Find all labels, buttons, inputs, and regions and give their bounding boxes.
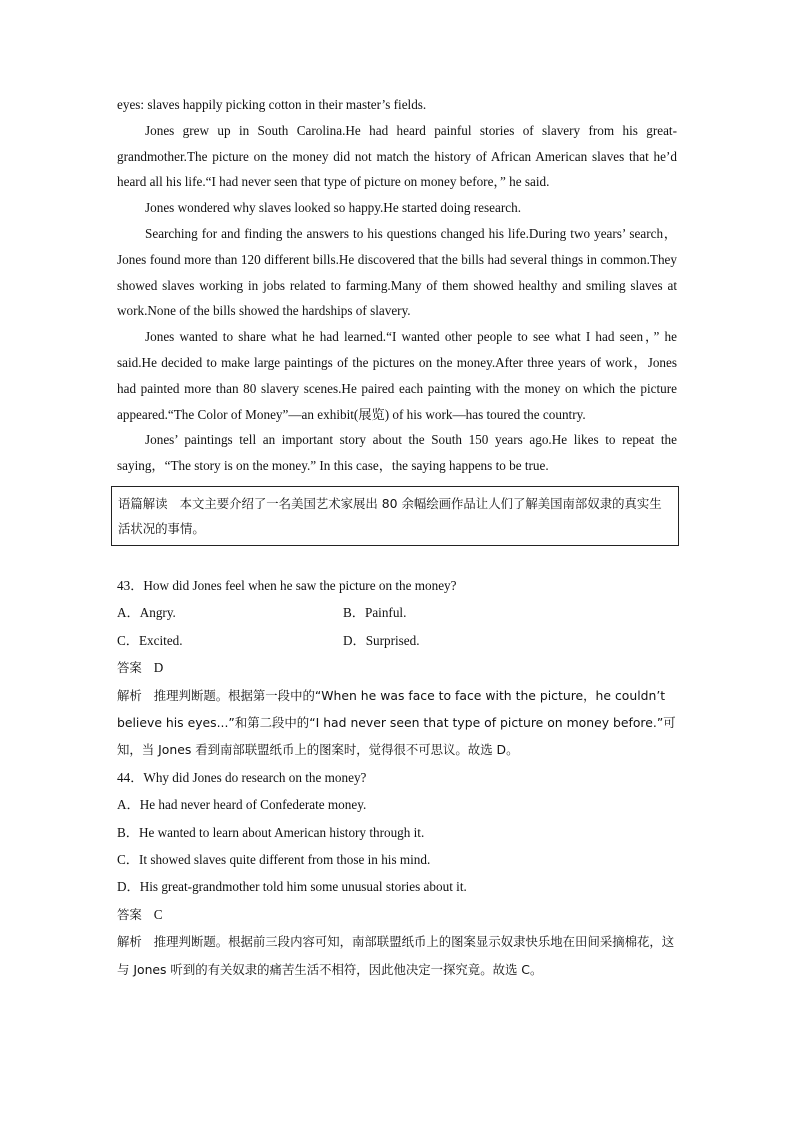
question-stem: 43．How did Jones feel when he saw the picture on the money?	[117, 577, 457, 593]
passage-paragraph: Jones wondered why slaves looked so happy.He started doing research.	[145, 200, 521, 216]
analysis-label: 解析	[117, 687, 142, 703]
summary-box	[111, 486, 679, 546]
option-c: C．Excited.	[117, 632, 183, 648]
questions	[117, 572, 677, 983]
summary-tag: 语篇解读	[118, 495, 168, 511]
answer-value: D	[153, 660, 164, 676]
option-row	[117, 627, 677, 654]
option-row	[117, 599, 677, 626]
passage-paragraph: Jones wanted to share what he had learned.“I wanted other people to see what I had seen，” he said.He decided to make large paintings of the pictures on the money.After three years of work，Jones had painted more than 80 slavery scenes.He paired each painting with the money on which the picture appeared.“The Color of Money”—an exhibit(展览) of his work—has toured the country.	[117, 329, 677, 422]
answer-label: 答案	[117, 660, 142, 676]
passage-paragraph: Jones grew up in South Carolina.He had heard painful stories of slavery from his great-grandmother.The picture on the money did not match the history of African American slaves that he’d heard all his life.“I had never seen that type of picture on money before，” he said.	[117, 122, 677, 190]
option-b: B．Painful.	[343, 605, 407, 621]
analysis-text: 推理判断题。根据前三段内容可知，南部联盟纸币上的图案显示奴隶快乐地在田间采摘棉花，这与 Jones 听到的有关奴隶的痛苦生活不相符，因此他决定一探究竟。故选 C。	[117, 934, 675, 977]
passage-paragraph: eyes: slaves happily picking cotton in their master’s fields.	[117, 97, 427, 112]
answer-line	[117, 654, 677, 681]
analysis-label: 解析	[117, 934, 142, 950]
analysis-line	[117, 928, 677, 983]
option-d: D．Surprised.	[343, 632, 420, 648]
passage-paragraph: Searching for and finding the answers to his questions changed his life.During two years’ search，Jones found more than 120 different bills.He discovered that the bills had several things in common.They showed slaves working in jobs related to farming.Many of them showed healthy and smiling slaves at work.None of the bills showed the hardships of slavery.	[117, 225, 677, 319]
summary-text: 本文主要介绍了一名美国艺术家展出 80 余幅绘画作品让人们了解美国南部奴隶的真实生活状况的事情。	[118, 495, 662, 536]
question-43	[117, 572, 677, 764]
answer-line	[117, 901, 677, 928]
document-page	[117, 92, 677, 983]
passage-paragraph: Jones’ paintings tell an important story about the South 150 years ago.He likes to repeat the saying，“The story is on the money.” In this case，the saying happens to be true.	[117, 432, 677, 474]
question-44	[117, 764, 677, 983]
option-d: D．His great-grandmother told him some unusual stories about it.	[117, 879, 467, 895]
option-a: A．He had never heard of Confederate money.	[117, 797, 367, 813]
answer-label: 答案	[117, 906, 142, 922]
option-b: B．He wanted to learn about American history through it.	[117, 824, 425, 840]
analysis-text: 推理判断题。根据第一段中的“When he was face to face with the picture，he couldn’t believe his eyes...”和第二段中的“I had never seen that type of picture on money before.”可知，当 Jones 看到南部联盟纸币上的图案时，觉得很不可思议。故选 D。	[117, 687, 676, 758]
answer-value: C	[153, 906, 163, 922]
question-stem: 44．Why did Jones do research on the money?	[117, 769, 367, 785]
passage	[117, 92, 677, 479]
analysis-line	[117, 682, 677, 764]
option-c: C．It showed slaves quite different from those in his mind.	[117, 852, 431, 868]
option-a: A．Angry.	[117, 605, 176, 621]
